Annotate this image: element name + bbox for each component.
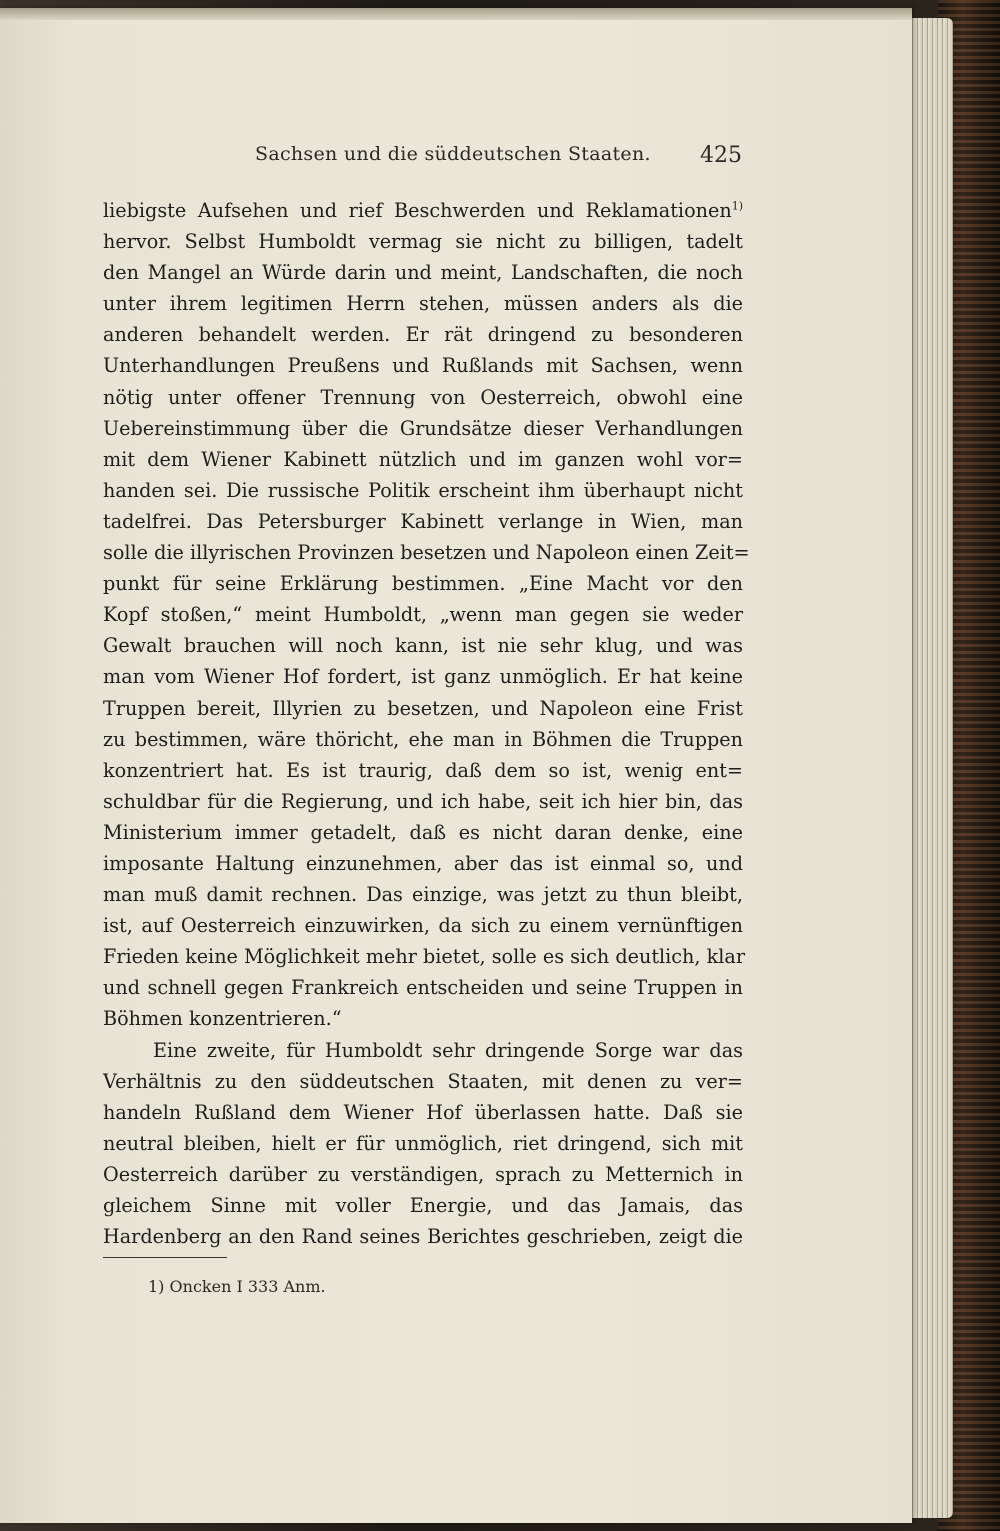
text-line xyxy=(103,195,743,226)
text-line-paragraph-start: Eine zweite, für Humboldt sehr dringende Sorge war das xyxy=(153,1038,743,1062)
footnote-reference: 1) xyxy=(731,199,743,213)
text-line: Hardenberg an den Rand seines Berichtes geschrieben, zeigt die xyxy=(103,1225,743,1249)
footnote-text: Oncken I 333 Anm. xyxy=(169,1277,326,1296)
text-line: Gewalt brauchen will noch kann, ist nie sehr klug, und was xyxy=(103,634,743,658)
text-line: Truppen bereit, Illyrien zu besetzen, und Napoleon eine Frist xyxy=(103,696,743,720)
text-line: neutral bleiben, hielt er für unmöglich, riet dringend, sich mit xyxy=(103,1131,743,1155)
text-line: punkt für seine Erklärung bestimmen. „Eine Macht vor den xyxy=(103,572,743,596)
text-line: solle die illyrischen Provinzen besetzen und Napoleon einen Zeit= xyxy=(103,541,750,565)
text-line: zu bestimmen, wäre thöricht, ehe man in Böhmen die Truppen xyxy=(103,727,743,751)
text-line-paragraph-end: Böhmen konzentrieren.“ xyxy=(103,1007,342,1031)
text-line: Ministerium immer getadelt, daß es nicht daran denke, eine xyxy=(103,820,743,844)
text-line: den Mangel an Würde darin und meint, Landschaften, die noch xyxy=(103,261,743,285)
text-line: Kopf stoßen,“ meint Humboldt, „wenn man gegen sie weder xyxy=(103,603,743,627)
page-stack-edges xyxy=(905,18,953,1518)
text-line-content: liebigste Aufsehen und rief Beschwerden und Reklamationen xyxy=(103,199,732,222)
page-top-edge xyxy=(0,8,912,20)
text-line: gleichem Sinne mit voller Energie, und das Jamais, das xyxy=(103,1194,743,1217)
text-line: tadelfrei. Das Petersburger Kabinett verlange in Wien, man xyxy=(103,509,743,533)
text-line: Verhältnis zu den süddeutschen Staaten, mit denen zu ver= xyxy=(103,1069,743,1093)
text-line: schuldbar für die Regierung, und ich habe, seit ich hier bin, das xyxy=(103,789,743,813)
text-line: man vom Wiener Hof fordert, ist ganz unmöglich. Er hat keine xyxy=(103,665,743,689)
body-text xyxy=(103,195,750,1252)
text-line: man muß damit rechnen. Das einzige, was jetzt zu thun bleibt, xyxy=(103,883,743,907)
page-number: 425 xyxy=(700,143,742,168)
text-line: und schnell gegen Frankreich entscheiden und seine Truppen in xyxy=(103,976,743,1000)
text-line: ist, auf Oesterreich einzuwirken, da sich zu einem vernünftigen xyxy=(103,914,743,938)
text-line: hervor. Selbst Humboldt vermag sie nicht zu billigen, tadelt xyxy=(103,230,743,254)
text-line: Frieden keine Möglichkeit mehr bietet, solle es sich deutlich, klar xyxy=(103,945,745,969)
text-line: Oesterreich darüber zu verständigen, sprach zu Metternich in xyxy=(103,1162,743,1186)
text-line: anderen behandelt werden. Er rät dringend zu besonderen xyxy=(103,323,743,347)
running-head: Sachsen und die süddeutschen Staaten. xyxy=(255,143,651,165)
text-line: unter ihrem legitimen Herrn stehen, müssen anders als die xyxy=(103,292,743,316)
text-line: mit dem Wiener Kabinett nützlich und im ganzen wohl vor= xyxy=(103,447,743,471)
text-line: konzentriert hat. Es ist traurig, daß dem so ist, wenig ent= xyxy=(103,758,743,782)
text-line: handen sei. Die russische Politik erscheint ihm überhaupt nicht xyxy=(103,478,743,502)
text-line: nötig unter offener Trennung von Oesterreich, obwohl eine xyxy=(103,385,743,409)
text-line: handeln Rußland dem Wiener Hof überlassen hatte. Daß sie xyxy=(103,1100,743,1124)
text-line: imposante Haltung einzunehmen, aber das ist einmal so, und xyxy=(103,851,743,875)
footnote-rule xyxy=(103,1257,227,1258)
text-line: Uebereinstimmung über die Grundsätze dieser Verhandlungen xyxy=(103,416,743,440)
footnote-marker: 1) xyxy=(148,1277,165,1296)
footnote xyxy=(148,1277,326,1296)
text-line: Unterhandlungen Preußens und Rußlands mit Sachsen, wenn xyxy=(103,354,743,378)
